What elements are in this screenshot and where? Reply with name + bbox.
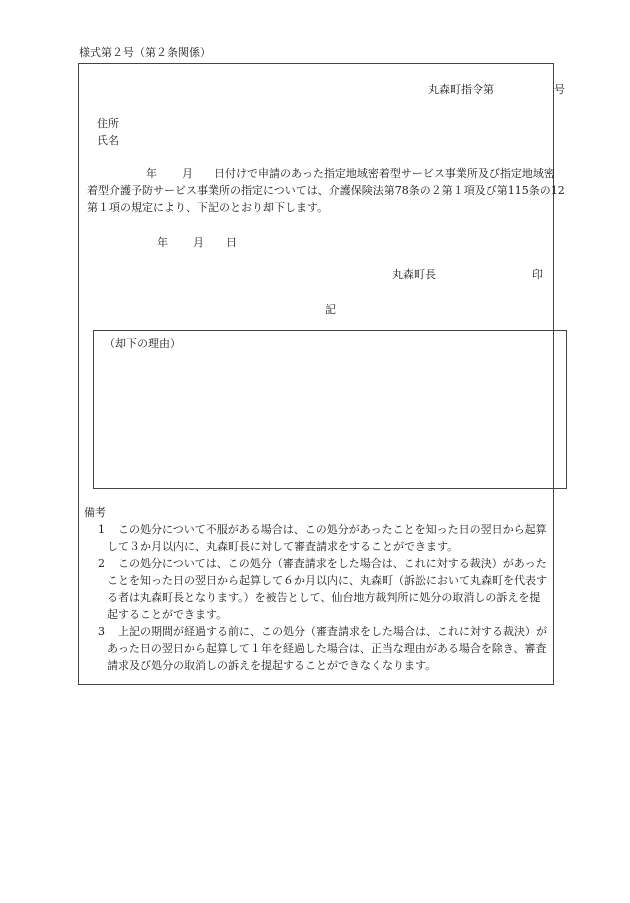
issuer-title: 丸森町長 bbox=[392, 268, 436, 281]
note-2-line-4: 起することができます。 bbox=[107, 608, 228, 621]
note-3-line-2: あった日の翌日から起算して１年を経過した場合は、正当な理由がある場合を除き、審査 bbox=[107, 642, 547, 655]
seal-mark: 印 bbox=[532, 268, 543, 281]
form-label: 様式第２号（第２条関係） bbox=[79, 46, 211, 59]
body-date-year: 年 bbox=[146, 167, 157, 180]
note-2-line-3: る者は丸森町長となります。）を被告として、仙台地方裁判所に処分の取消しの訴えを提 bbox=[107, 591, 541, 604]
reason-label: （却下の理由） bbox=[104, 337, 181, 350]
reason-box bbox=[93, 330, 567, 489]
note-3-line-3: 請求及び処分の取消しの訴えを提起することができなくなります。 bbox=[107, 659, 437, 672]
body-line-3: 第１項の規定により、下記のとおり却下します。 bbox=[87, 201, 329, 214]
note-2-line-1: この処分については、この処分（審査請求をした場合は、これに対する裁決）があった bbox=[118, 557, 547, 570]
issue-date-month: 月 bbox=[193, 236, 204, 249]
ki-heading: 記 bbox=[325, 303, 336, 316]
note-3-line-1: 上記の期間が経過する前に、この処分（審査請求をした場合は、これに対する裁決）が bbox=[118, 625, 547, 638]
body-line-1: 日付けで申請のあった指定地域密着型サービス事業所及び指定地域密 bbox=[214, 167, 555, 180]
note-3-number: 3 bbox=[98, 625, 105, 638]
note-2-line-2: ことを知った日の翌日から起算して６か月以内に、丸森町（訴訟において丸森町を代表す bbox=[107, 574, 547, 587]
note-2-number: 2 bbox=[98, 557, 105, 570]
issue-date-day: 日 bbox=[226, 236, 237, 249]
address-label: 住所 bbox=[97, 117, 119, 130]
body-line-2: 着型介護予防サービス事業所の指定については、介護保険法第78条の２第１項及び第115条の12 bbox=[87, 184, 565, 197]
reference-suffix: 号 bbox=[554, 83, 565, 96]
note-1-number: 1 bbox=[98, 523, 105, 536]
notes-heading: 備考 bbox=[84, 506, 106, 519]
issue-date-year: 年 bbox=[157, 236, 168, 249]
name-label: 氏名 bbox=[97, 134, 119, 147]
note-1-line-1: この処分について不服がある場合は、この処分があったことを知った日の翌日から起算 bbox=[118, 523, 547, 536]
body-date-month: 月 bbox=[182, 167, 193, 180]
reference-prefix: 丸森町指令第 bbox=[428, 83, 494, 96]
note-1-line-2: して３か月以内に、丸森町長に対して審査請求をすることができます。 bbox=[107, 540, 459, 553]
